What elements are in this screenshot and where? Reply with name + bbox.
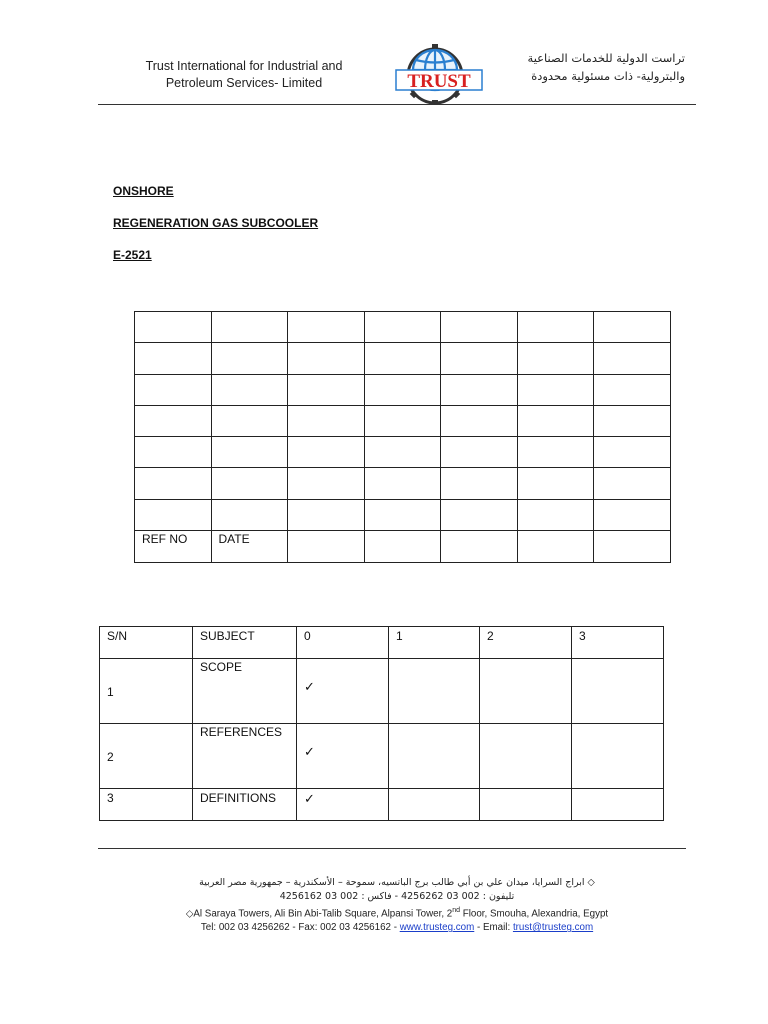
header-rev-0: 0 xyxy=(297,627,389,659)
email-label: - Email: xyxy=(474,922,513,934)
company-name-arabic-line2: والبترولية- ذات مسئولية محدودة xyxy=(531,69,685,83)
checkmark-icon: ✓ xyxy=(304,791,315,806)
checkmark-icon: ✓ xyxy=(304,679,315,694)
ref-no-label: REF NO xyxy=(135,531,212,563)
company-name-line1: Trust International for Industrial and xyxy=(145,59,343,73)
company-name-arabic xyxy=(505,49,685,85)
address-text: ◇Al Saraya Towers, Ali Bin Abi-Talib Square, Alpansi Tower, 2 xyxy=(185,908,453,920)
header-divider xyxy=(98,104,696,105)
table-row xyxy=(100,724,664,789)
company-name-arabic-line1: تراست الدولية للخدمات الصناعية xyxy=(527,51,685,65)
table-row xyxy=(135,531,671,563)
header-sn: S/N xyxy=(100,627,193,659)
table-row xyxy=(135,468,671,499)
table-row xyxy=(135,374,671,405)
subject-table xyxy=(99,626,664,821)
table-header-row xyxy=(100,627,664,659)
row-sn: 3 xyxy=(100,789,193,821)
footer xyxy=(98,876,696,935)
tel-fax: Tel: 002 03 4256262 - Fax: 002 03 4256162 - xyxy=(200,922,400,934)
table-row xyxy=(135,312,671,343)
footer-phone-arabic: تليفون : 002 03 4256262 - فاكس : 002 03 4256162 xyxy=(279,891,515,902)
table-row xyxy=(135,405,671,436)
header-rev-1: 1 xyxy=(389,627,480,659)
row-subject: DEFINITIONS xyxy=(193,789,297,821)
table-row xyxy=(135,437,671,468)
revision-table xyxy=(134,311,671,563)
header-rev-2: 2 xyxy=(480,627,572,659)
logo-text: TRUST xyxy=(407,71,471,92)
email-link[interactable]: trust@trusteg.com xyxy=(512,922,594,934)
row-sn: 2 xyxy=(100,724,193,789)
company-name-line2: Petroleum Services- Limited xyxy=(165,76,323,90)
checkmark-icon: ✓ xyxy=(304,744,315,759)
table-row xyxy=(135,343,671,374)
title-equipment: REGENERATION GAS SUBCOOLER xyxy=(113,216,319,230)
trust-logo xyxy=(380,42,490,104)
footer-address-arabic: ◇ ابراج السرايا، ميدان علي بن أبي طالب برج الباتسيه، سموحة – الأسكندرية – جمهورية مصر العربية xyxy=(199,877,595,888)
company-name-english xyxy=(118,58,370,92)
row-sn: 1 xyxy=(100,659,193,724)
row-subject: SCOPE xyxy=(193,659,297,724)
date-label: DATE xyxy=(211,531,288,563)
table-row xyxy=(100,659,664,724)
footer-contact xyxy=(98,921,696,935)
address-text-end: Floor, Smouha, Alexandria, Egypt xyxy=(460,908,609,920)
title-tag-number: E-2521 xyxy=(113,248,152,262)
footer-address-english xyxy=(98,904,696,921)
footer-divider xyxy=(98,848,686,849)
header-subject: SUBJECT xyxy=(193,627,297,659)
ordinal-suffix: nd xyxy=(452,907,461,914)
header-rev-3: 3 xyxy=(572,627,664,659)
table-row xyxy=(100,789,664,821)
website-link[interactable]: www.trusteg.com xyxy=(399,922,475,934)
title-onshore: ONSHORE xyxy=(113,184,174,198)
table-row xyxy=(135,499,671,530)
row-subject: REFERENCES xyxy=(193,724,297,789)
